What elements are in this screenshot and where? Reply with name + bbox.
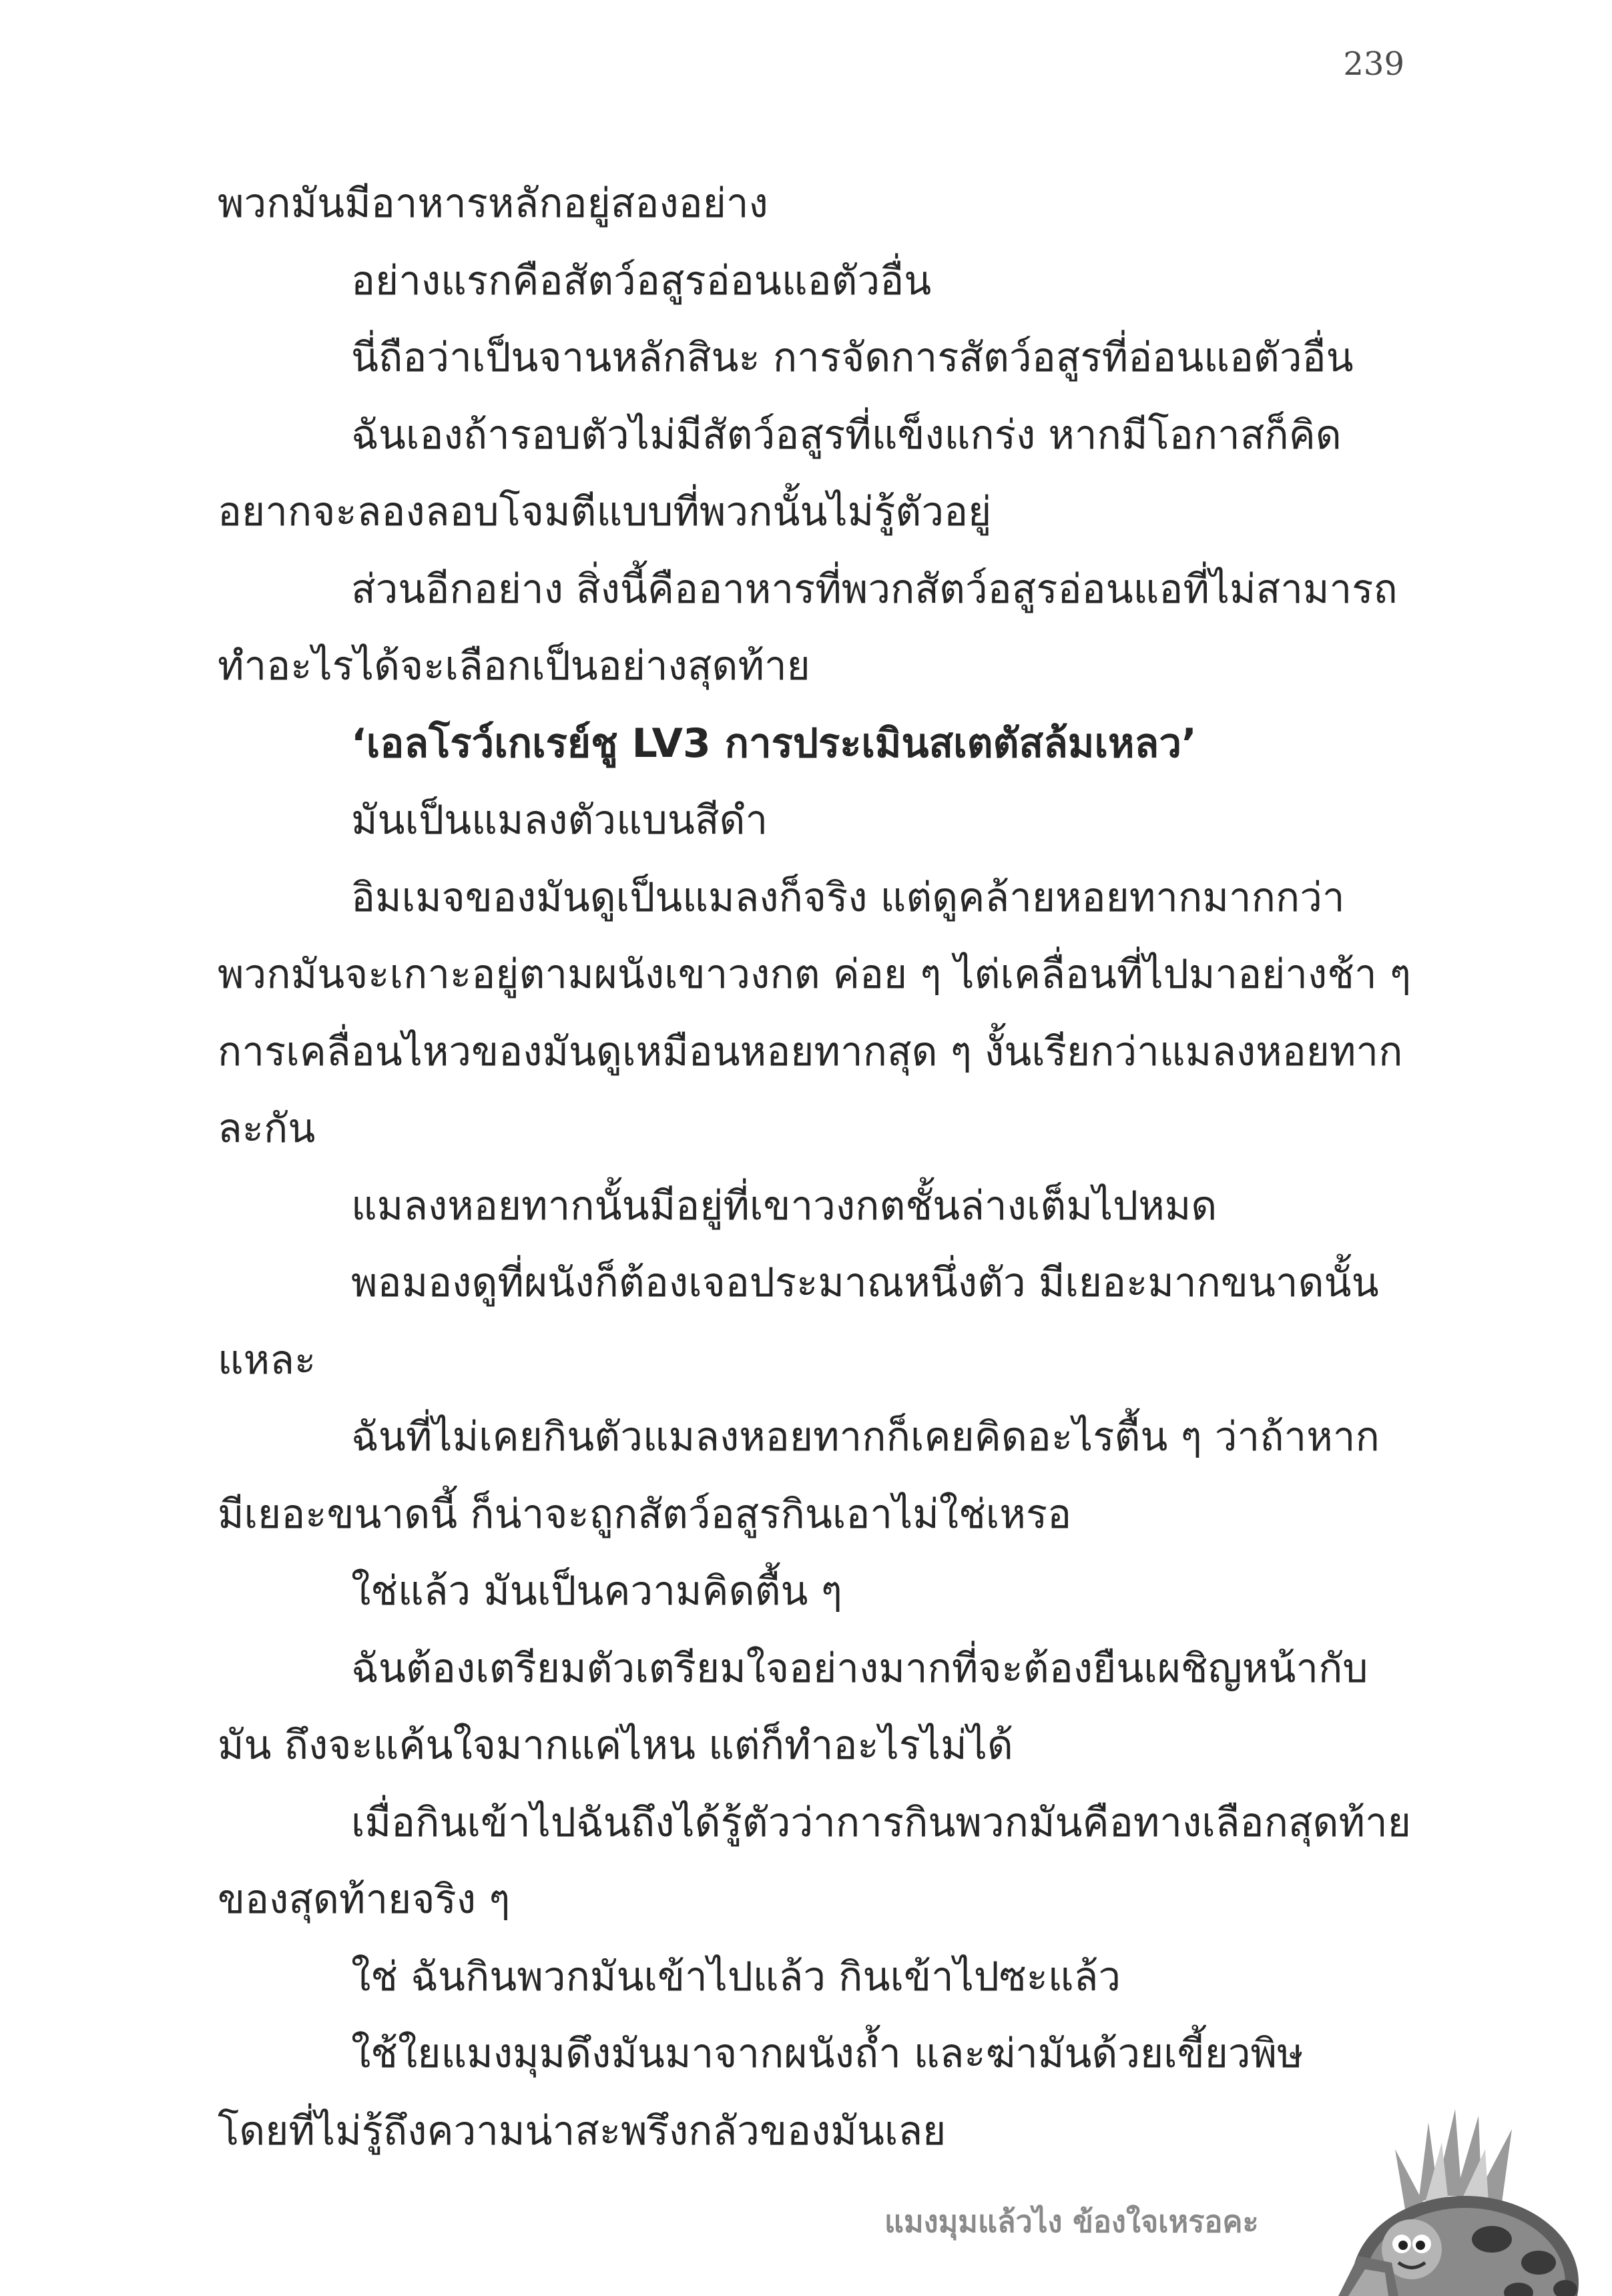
body-text (218, 166, 1411, 2170)
text-line: ใช้ใยแมงมุมดึงมันมาจากผนังถ้ำ และฆ่ามันด้วยเขี้ยวพิษ (351, 2030, 1304, 2077)
text-line: ‘เอลโรว์เกเรย์ชู LV3 การประเมินสเตตัสล้มเหลว’ (351, 720, 1197, 767)
text-line: อิมเมจของมันดูเป็นแมลงก็จริง แต่ดูคล้ายหอยทากมากกว่า (351, 874, 1345, 921)
text-line: ใช่แล้ว มันเป็นความคิดตื้น ๆ (351, 1568, 842, 1615)
text-line: นี่ถือว่าเป็นจานหลักสินะ การจัดการสัตว์อสูรที่อ่อนแอตัวอื่น (351, 334, 1354, 381)
text-line: พวกมันจะเกาะอยู่ตามผนังเขาวงกต ค่อย ๆ ไต่เคลื่อนที่ไปมาอย่างช้า ๆ (218, 951, 1411, 998)
spider-mascot-icon (1318, 2096, 1612, 2296)
page-number: 239 (1343, 45, 1404, 83)
text-line: ละกัน (218, 1105, 316, 1152)
text-line: เมื่อกินเข้าไปฉันถึงได้รู้ตัวว่าการกินพวกมันคือทางเลือกสุดท้าย (351, 1799, 1411, 1846)
text-line: ใช่ ฉันกินพวกมันเข้าไปแล้ว กินเข้าไปซะแล้ว (351, 1953, 1121, 2000)
text-line: มีเยอะขนาดนี้ ก็น่าจะถูกสัตว์อสูรกินเอาไม่ใช่เหรอ (218, 1490, 1072, 1538)
text-line: ฉันต้องเตรียมตัวเตรียมใจอย่างมากที่จะต้องยืนเผชิญหน้ากับ (351, 1645, 1368, 1692)
text-line: ของสุดท้ายจริง ๆ (218, 1876, 511, 1923)
text-line: มัน ถึงจะแค้นใจมากแค่ไหน แต่ก็ทำอะไรไม่ได้ (218, 1722, 1013, 1769)
text-line: แหละ (218, 1336, 316, 1384)
text-line: พอมองดูที่ผนังก็ต้องเจอประมาณหนึ่งตัว มีเยอะมากขนาดนั้น (351, 1259, 1379, 1306)
text-line: ฉันเองถ้ารอบตัวไม่มีสัตว์อสูรที่แข็งแกร่ง หากมีโอกาสก็คิด (351, 411, 1342, 459)
text-line: แมลงหอยทากนั้นมีอยู่ที่เขาวงกตชั้นล่างเต็มไปหมด (351, 1182, 1218, 1229)
text-line: ทำอะไรได้จะเลือกเป็นอย่างสุดท้าย (218, 643, 810, 689)
text-line: อยากจะลองลอบโจมตีแบบที่พวกนั้นไม่รู้ตัวอยู่ (218, 489, 992, 535)
text-line: พวกมันมีอาหารหลักอยู่สองอย่าง (218, 180, 768, 227)
text-line: ฉันที่ไม่เคยกินตัวแมลงหอยทากก็เคยคิดอะไรตื้น ๆ ว่าถ้าหาก (351, 1414, 1380, 1460)
text-line: อย่างแรกคือสัตว์อสูรอ่อนแอตัวอื่น (351, 257, 932, 304)
footer-title: แมงมุมแล้วไง ข้องใจเหรอคะ (884, 2204, 1259, 2239)
text-line: มันเป็นแมลงตัวแบนสีดำ (351, 797, 768, 844)
text-line: ส่วนอีกอย่าง สิ่งนี้คืออาหารที่พวกสัตว์อสูรอ่อนแอที่ไม่สามารถ (351, 565, 1398, 613)
text-line: การเคลื่อนไหวของมันดูเหมือนหอยทากสุด ๆ งั้นเรียกว่าแมลงหอยทาก (218, 1028, 1403, 1075)
text-line: โดยที่ไม่รู้ถึงความน่าสะพรึงกลัวของมันเลย (218, 2107, 947, 2155)
